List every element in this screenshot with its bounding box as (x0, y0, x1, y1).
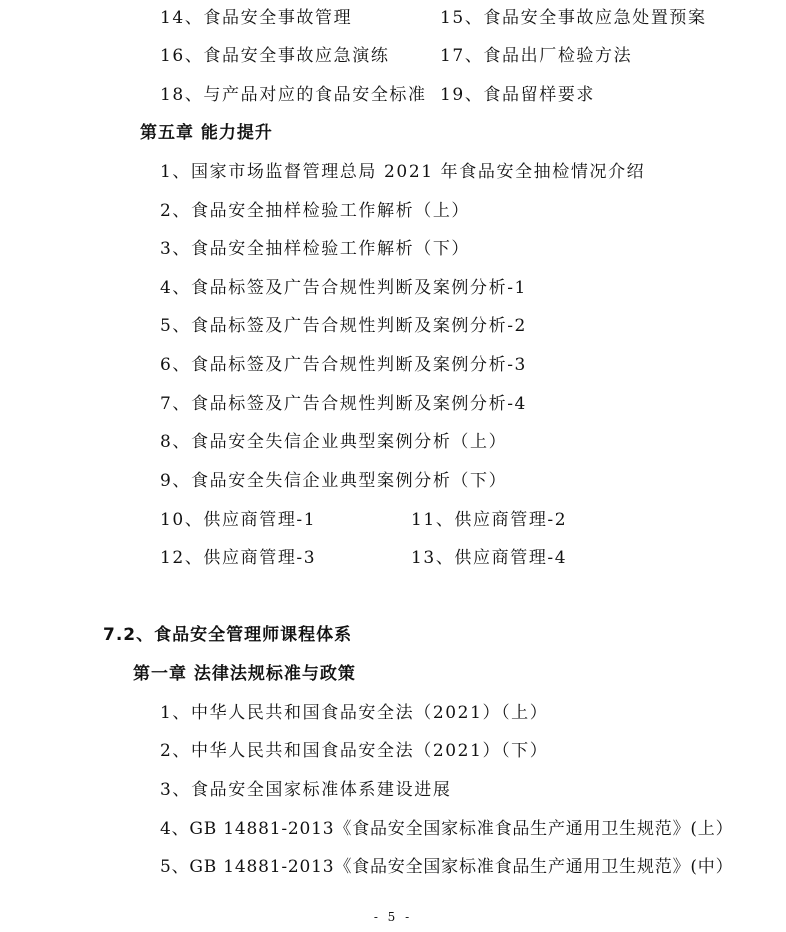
list-item: 10、供应商管理-1 (160, 510, 317, 530)
list-item: 1、中华人民共和国食品安全法（2021）（上） (160, 703, 549, 723)
list-item: 3、食品安全抽样检验工作解析（下） (160, 239, 471, 259)
list-item: 1、国家市场监督管理总局 2021 年食品安全抽检情况介绍 (160, 162, 646, 182)
list-item: 2、中华人民共和国食品安全法（2021）（下） (160, 741, 549, 761)
list-item: 5、GB 14881-2013《食品安全国家标准食品生产通用卫生规范》(中） (160, 857, 734, 877)
list-item: 3、食品安全国家标准体系建设进展 (160, 780, 452, 800)
list-item: 13、供应商管理-4 (411, 548, 568, 568)
chapter-1-title: 第一章 法律法规标准与政策 (133, 664, 356, 684)
section-7-2-title: 7.2、食品安全管理师课程体系 (103, 625, 353, 645)
list-item-16: 16、食品安全事故应急演练 (160, 46, 390, 66)
list-item: 9、食品安全失信企业典型案例分析（下） (160, 471, 508, 491)
list-item: 2、食品安全抽样检验工作解析（上） (160, 201, 471, 221)
list-item-17: 17、食品出厂检验方法 (440, 46, 633, 66)
list-item: 11、供应商管理-2 (411, 510, 568, 530)
list-item: 7、食品标签及广告合规性判断及案例分析-4 (160, 394, 527, 414)
list-item: 8、食品安全失信企业典型案例分析（上） (160, 432, 508, 452)
list-item-19: 19、食品留样要求 (440, 85, 596, 105)
list-item: 5、食品标签及广告合规性判断及案例分析-2 (160, 316, 527, 336)
list-item-14: 14、食品安全事故管理 (160, 8, 353, 28)
chapter-5-title: 第五章 能力提升 (140, 123, 273, 143)
list-item-15: 15、食品安全事故应急处置预案 (440, 8, 707, 28)
list-item-18: 18、与产品对应的食品安全标准 (160, 85, 427, 105)
list-item: 6、食品标签及广告合规性判断及案例分析-3 (160, 355, 527, 375)
page-number: - 5 - (373, 910, 413, 924)
list-item: 4、食品标签及广告合规性判断及案例分析-1 (160, 278, 527, 298)
list-item: 4、GB 14881-2013《食品安全国家标准食品生产通用卫生规范》(上） (160, 819, 734, 839)
list-item: 12、供应商管理-3 (160, 548, 317, 568)
